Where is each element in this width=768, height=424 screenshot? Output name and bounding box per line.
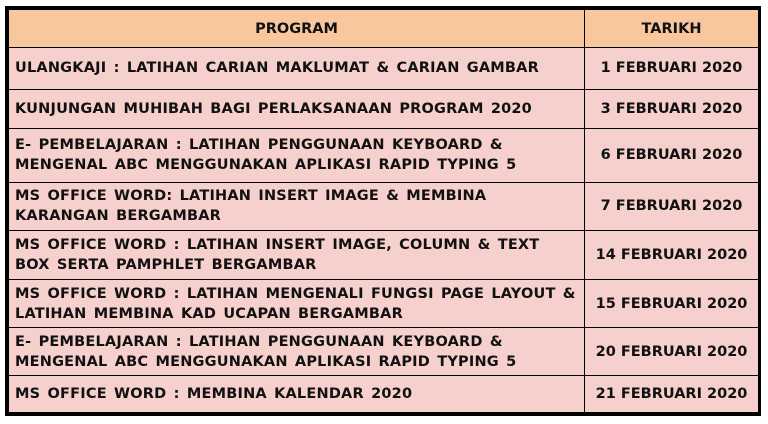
program-cell: MS OFFICE WORD : LATIHAN INSERT IMAGE, COLUMN & TEXT BOX SERTA PAMPHLET BERGAMBAR (9, 230, 585, 279)
date-cell: 14 FEBRUARI 2020 (585, 230, 759, 279)
date-cell: 20 FEBRUARI 2020 (585, 328, 759, 376)
program-cell: ULANGKAJI : LATIHAN CARIAN MAKLUMAT & CARIAN GAMBAR (9, 48, 585, 90)
table-row (9, 48, 759, 90)
date-cell: 3 FEBRUARI 2020 (585, 89, 759, 128)
program-cell: MS OFFICE WORD : MEMBINA KALENDAR 2020 (9, 376, 585, 413)
program-cell: E- PEMBELAJARAN : LATIHAN PENGGUNAAN KEYBOARD & MENGENAL ABC MENGGUNAKAN APLIKASI RAPID TYPING 5 (9, 328, 585, 376)
schedule-grid (8, 9, 759, 413)
date-cell: 15 FEBRUARI 2020 (585, 280, 759, 328)
table-row (9, 128, 759, 182)
date-cell: 21 FEBRUARI 2020 (585, 376, 759, 413)
table-row (9, 230, 759, 279)
date-cell: 7 FEBRUARI 2020 (585, 182, 759, 230)
program-cell: MS OFFICE WORD : LATIHAN MENGENALI FUNGSI PAGE LAYOUT & LATIHAN MEMBINA KAD UCAPAN BERGAMBAR (9, 280, 585, 328)
table-row (9, 328, 759, 376)
date-cell: 1 FEBRUARI 2020 (585, 48, 759, 90)
table-row (9, 376, 759, 413)
program-column-header: PROGRAM (9, 10, 585, 48)
program-schedule-table (5, 6, 761, 416)
table-row (9, 280, 759, 328)
header-row (9, 10, 759, 48)
program-cell: E- PEMBELAJARAN : LATIHAN PENGGUNAAN KEYBOARD & MENGENAL ABC MENGGUNAKAN APLIKASI RAPID TYPING 5 (9, 128, 585, 182)
program-cell: MS OFFICE WORD: LATIHAN INSERT IMAGE & MEMBINA KARANGAN BERGAMBAR (9, 182, 585, 230)
table-row (9, 182, 759, 230)
date-column-header: TARIKH (585, 10, 759, 48)
date-cell: 6 FEBRUARI 2020 (585, 128, 759, 182)
program-cell: KUNJUNGAN MUHIBAH BAGI PERLAKSANAAN PROGRAM 2020 (9, 89, 585, 128)
table-row (9, 89, 759, 128)
